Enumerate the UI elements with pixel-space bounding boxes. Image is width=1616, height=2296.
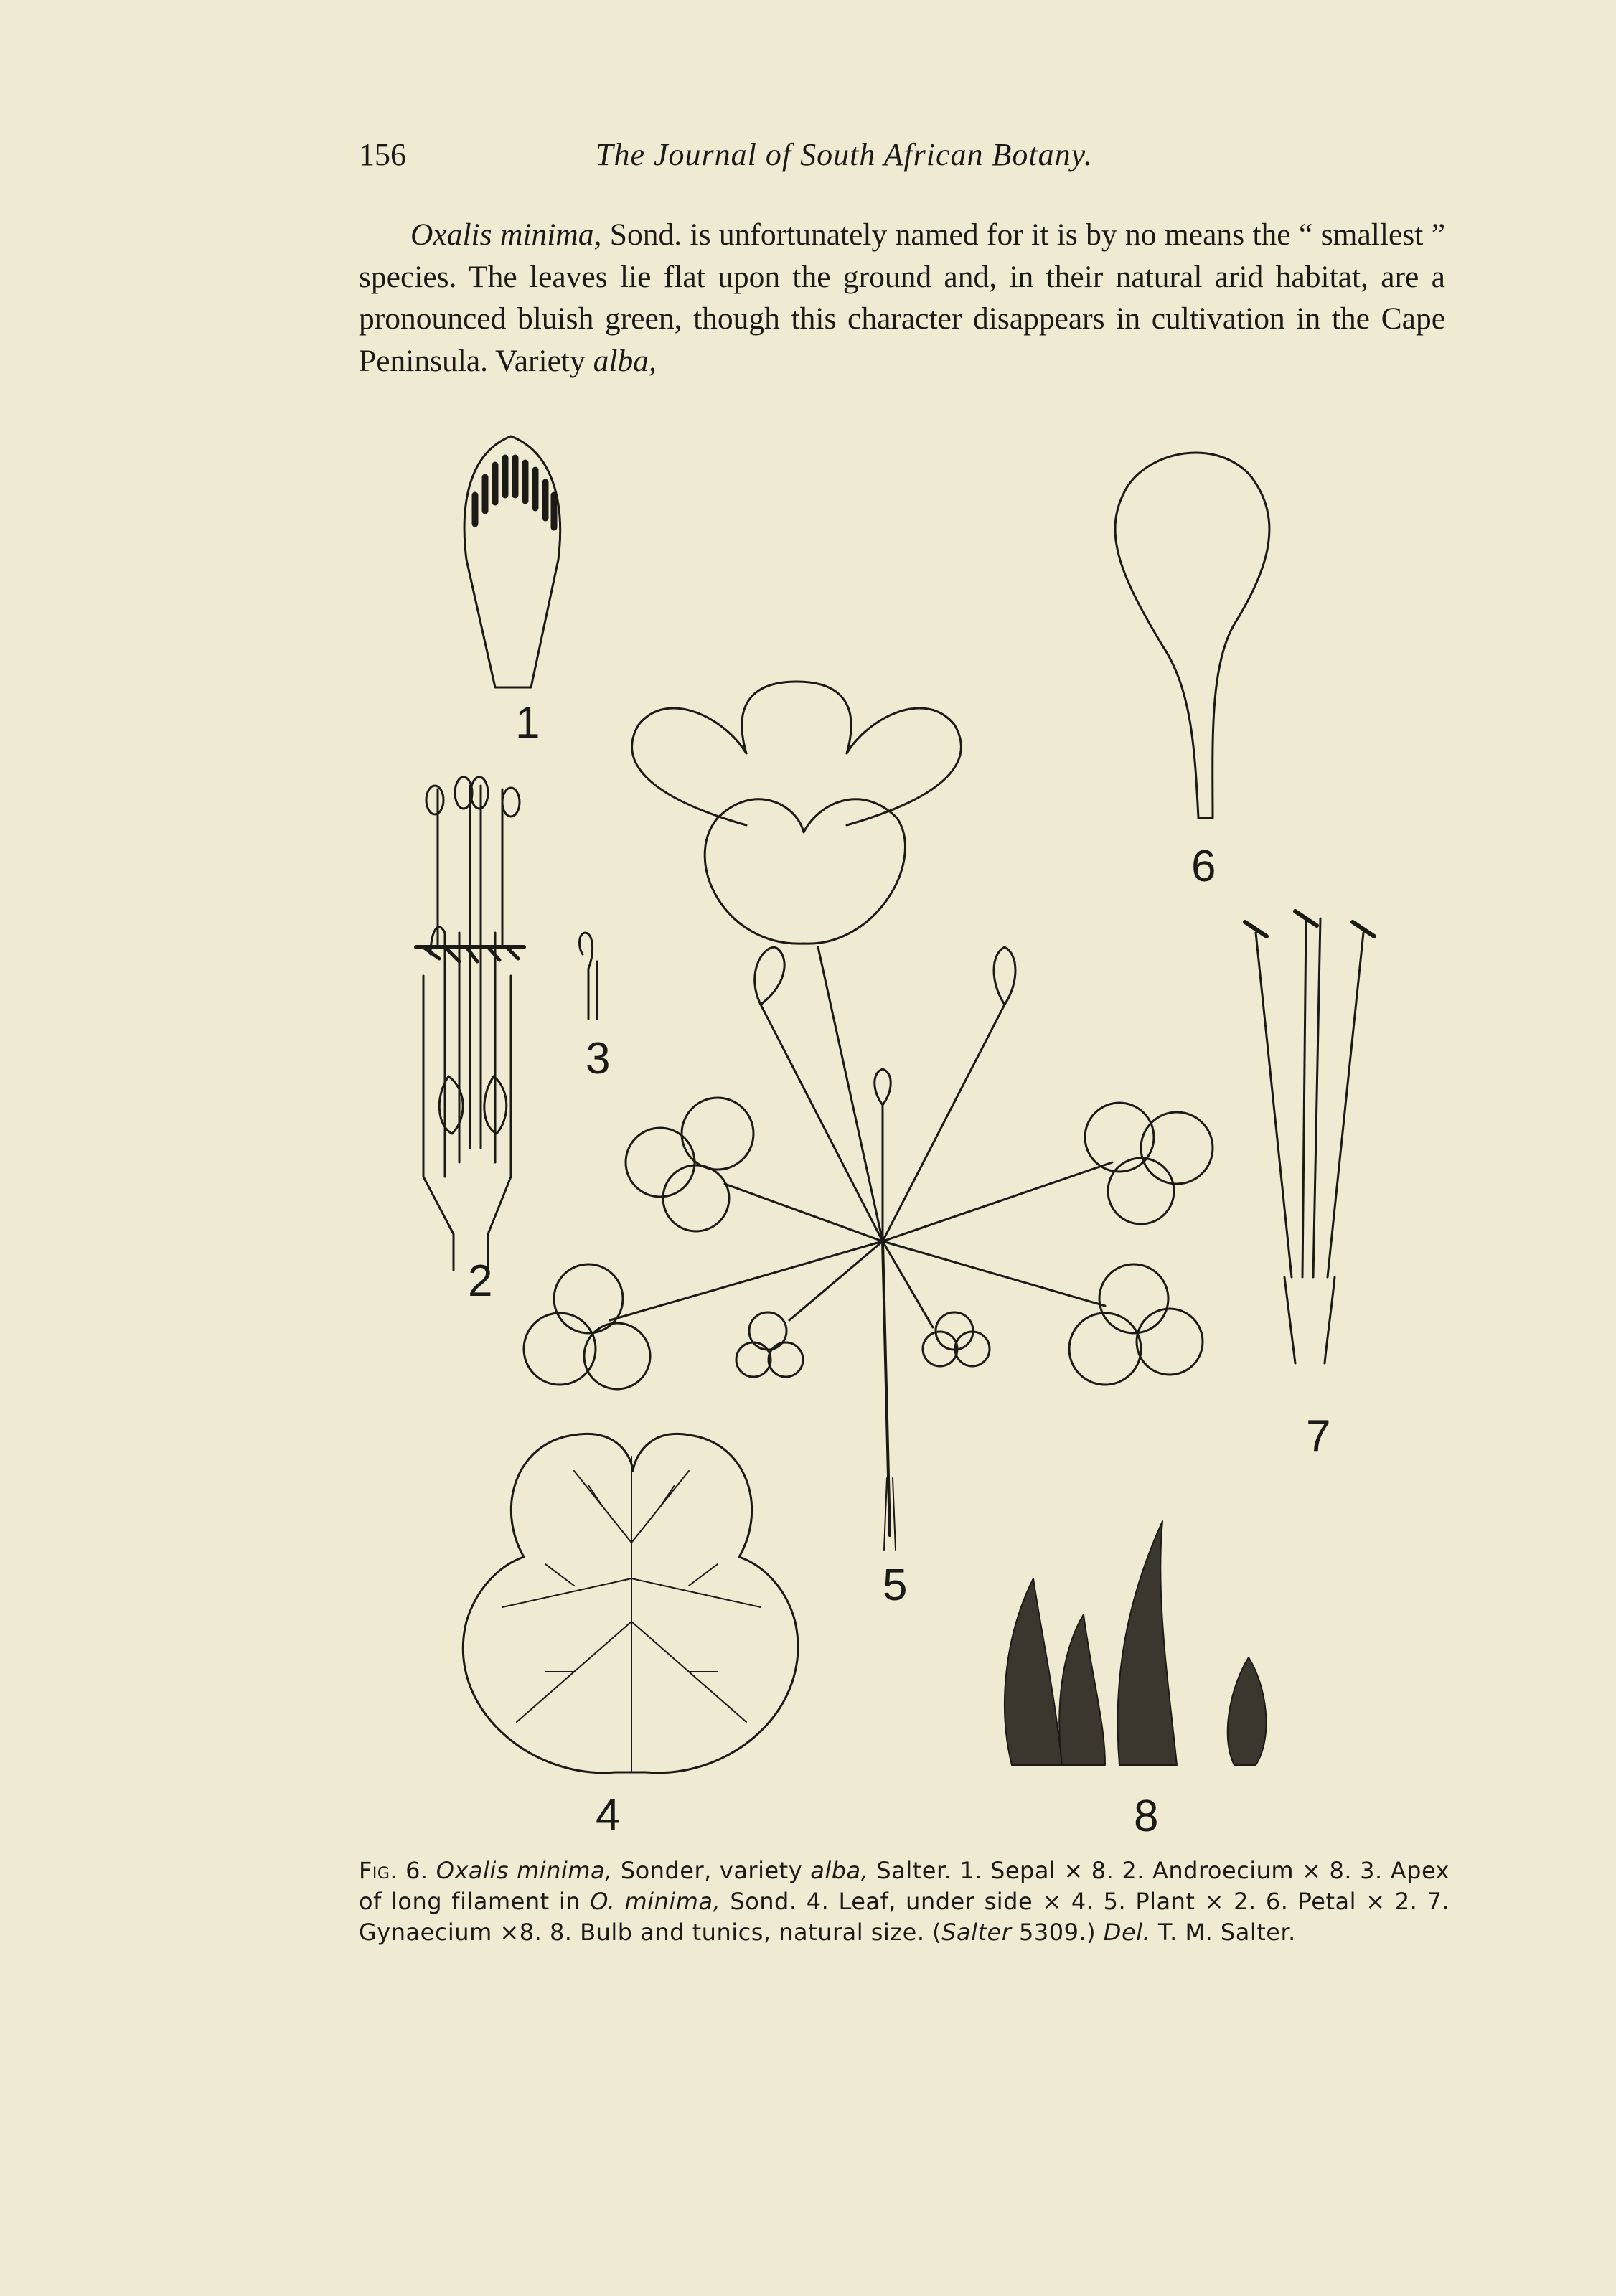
caption-species: Oxalis minima, (436, 1857, 613, 1884)
caption-part-b: Salter. 1. Sepal × 8. 2. Androecium × 8. 3. Apex of long filament in (359, 1857, 1450, 1915)
caption-collector: Salter (941, 1919, 1012, 1946)
leaf-underside-drawing (463, 1434, 798, 1772)
figure-label-7: 7 (1306, 1411, 1331, 1461)
variety-name: alba, (593, 343, 657, 378)
filament-apex-drawing (579, 933, 597, 1019)
body-text-main: Sond. is unfortunately named for it is by no means the “ smallest ” species. The leaves lie flat upon the ground and, in their natural arid habitat, are a pronounced bluish green, though this character disappears in cultivation in the Cape Peninsula. Variety (359, 217, 1446, 378)
caption-part-c: Sond. 4. Leaf, under side × 4. 5. Plant × 2. 6. Petal × 2. 7. Gynaecium ×8. 8. Bulb and tunics, natural size. ( (359, 1888, 1450, 1946)
petal-drawing (1115, 453, 1269, 818)
figure-caption (359, 1855, 1450, 1948)
figure-label-8: 8 (1134, 1792, 1159, 1841)
gynaecium-drawing (1245, 911, 1374, 1363)
caption-species-short: O. minima, (590, 1888, 721, 1915)
bulb-tunics-drawing (1005, 1521, 1266, 1765)
caption-part-e: T. M. Salter. (1150, 1919, 1296, 1946)
clover-leaf (923, 1312, 990, 1366)
caption-variety: alba, (810, 1857, 869, 1884)
figure-label-3: 3 (586, 1034, 611, 1083)
clover-leaf (524, 1264, 650, 1389)
clover-leaf (736, 1312, 803, 1377)
clover-leaf (626, 1098, 753, 1231)
journal-title: The Journal of South African Botany. (596, 137, 1093, 172)
species-name: Oxalis minima, (410, 217, 602, 252)
clover-leaf (1069, 1264, 1203, 1385)
caption-part-a: Sonder, variety (612, 1857, 811, 1884)
figure-label-6: 6 (1191, 842, 1216, 891)
figure-label-4: 4 (596, 1790, 621, 1840)
figure-label-2: 2 (468, 1256, 493, 1306)
figure-label-1: 1 (515, 698, 540, 748)
caption-fig-label: Fig. 6. (359, 1857, 428, 1884)
caption-part-d: 5309.) (1011, 1919, 1104, 1946)
caption-del: Del. (1103, 1919, 1151, 1946)
clover-leaf (1085, 1103, 1213, 1224)
figure-label-5: 5 (883, 1561, 908, 1610)
plant-drawing (524, 682, 1213, 1550)
androecium-drawing (416, 777, 524, 1270)
page-number: 156 (359, 137, 406, 172)
sepal-drawing (464, 436, 560, 687)
